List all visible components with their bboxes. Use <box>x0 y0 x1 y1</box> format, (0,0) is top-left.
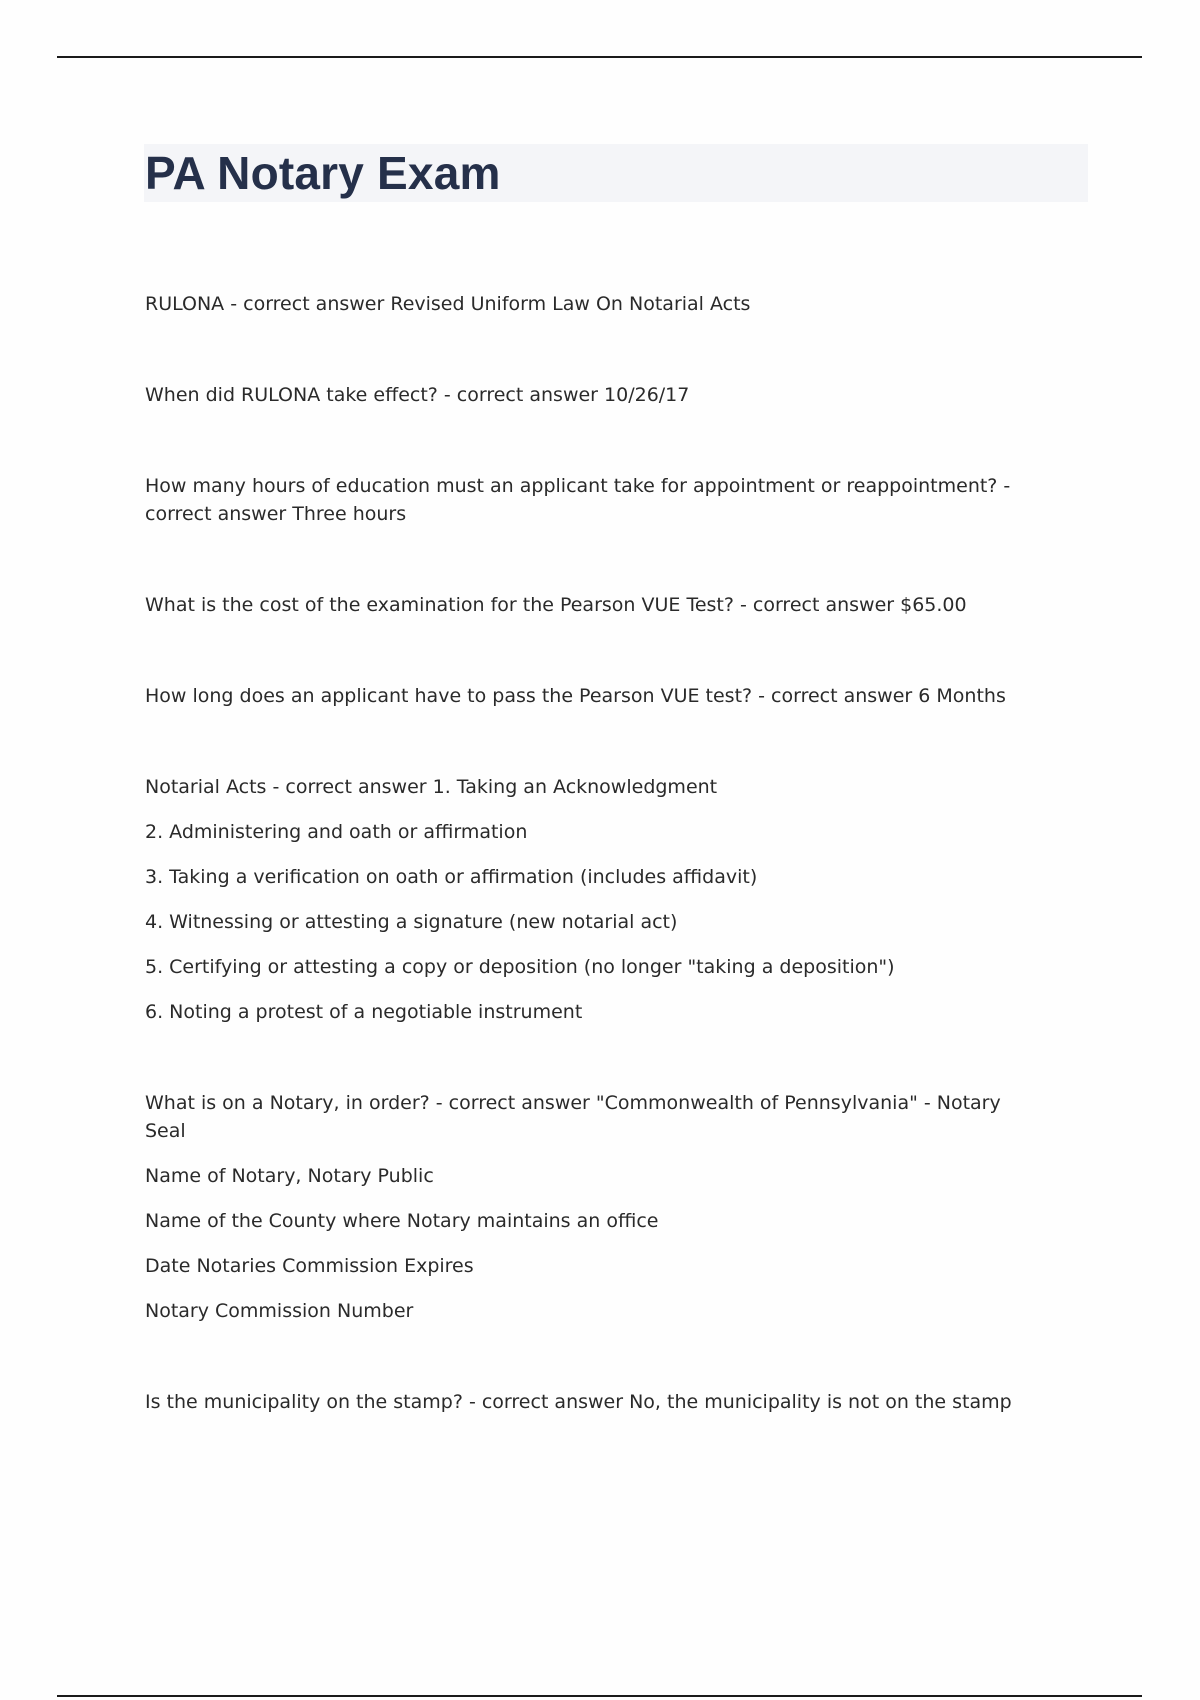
document-title: PA Notary Exam <box>145 147 501 199</box>
qa-line: How long does an applicant have to pass the Pearson VUE test? - correct answer 6 Months <box>145 685 1006 707</box>
qa-item-rulona <box>145 290 1045 318</box>
qa-line: 6. Noting a protest of a negotiable instrument <box>145 1001 583 1023</box>
qa-line: When did RULONA take effect? - correct answer 10/26/17 <box>145 384 690 406</box>
qa-line: Notarial Acts - correct answer 1. Taking an Acknowledgment <box>145 776 718 798</box>
qa-line: 3. Taking a verification on oath or affirmation (includes affidavit) <box>145 866 758 888</box>
qa-line: What is the cost of the examination for the Pearson VUE Test? - correct answer $65.00 <box>145 594 967 616</box>
qa-line: How many hours of education must an applicant take for appointment or reappointment? - correct answer Three hours <box>145 475 1011 525</box>
qa-line: Is the municipality on the stamp? - correct answer No, the municipality is not on the stamp <box>145 1391 1012 1413</box>
qa-item-notarial-acts <box>145 773 1045 1026</box>
qa-item-education-hours <box>145 472 1045 528</box>
qa-line: RULONA - correct answer Revised Uniform Law On Notarial Acts <box>145 293 751 315</box>
qa-item-stamp-contents <box>145 1089 1045 1325</box>
qa-line: 5. Certifying or attesting a copy or deposition (no longer "taking a deposition") <box>145 956 895 978</box>
qa-line: Notary Commission Number <box>145 1300 414 1322</box>
qa-line: Name of the County where Notary maintains an office <box>145 1210 659 1232</box>
qa-list <box>145 290 1045 1479</box>
qa-item-effective-date <box>145 381 1045 409</box>
qa-item-pass-window <box>145 682 1045 710</box>
qa-line: Date Notaries Commission Expires <box>145 1255 474 1277</box>
qa-line: What is on a Notary, in order? - correct answer "Commonwealth of Pennsylvania" - Notary Seal <box>145 1092 1001 1142</box>
qa-line: 2. Administering and oath or affirmation <box>145 821 528 843</box>
qa-line: 4. Witnessing or attesting a signature (new notarial act) <box>145 911 678 933</box>
bottom-rule-divider <box>57 1695 1142 1697</box>
qa-item-municipality <box>145 1388 1045 1416</box>
qa-item-exam-cost <box>145 591 1045 619</box>
top-rule-divider <box>57 56 1142 58</box>
qa-line: Name of Notary, Notary Public <box>145 1165 434 1187</box>
